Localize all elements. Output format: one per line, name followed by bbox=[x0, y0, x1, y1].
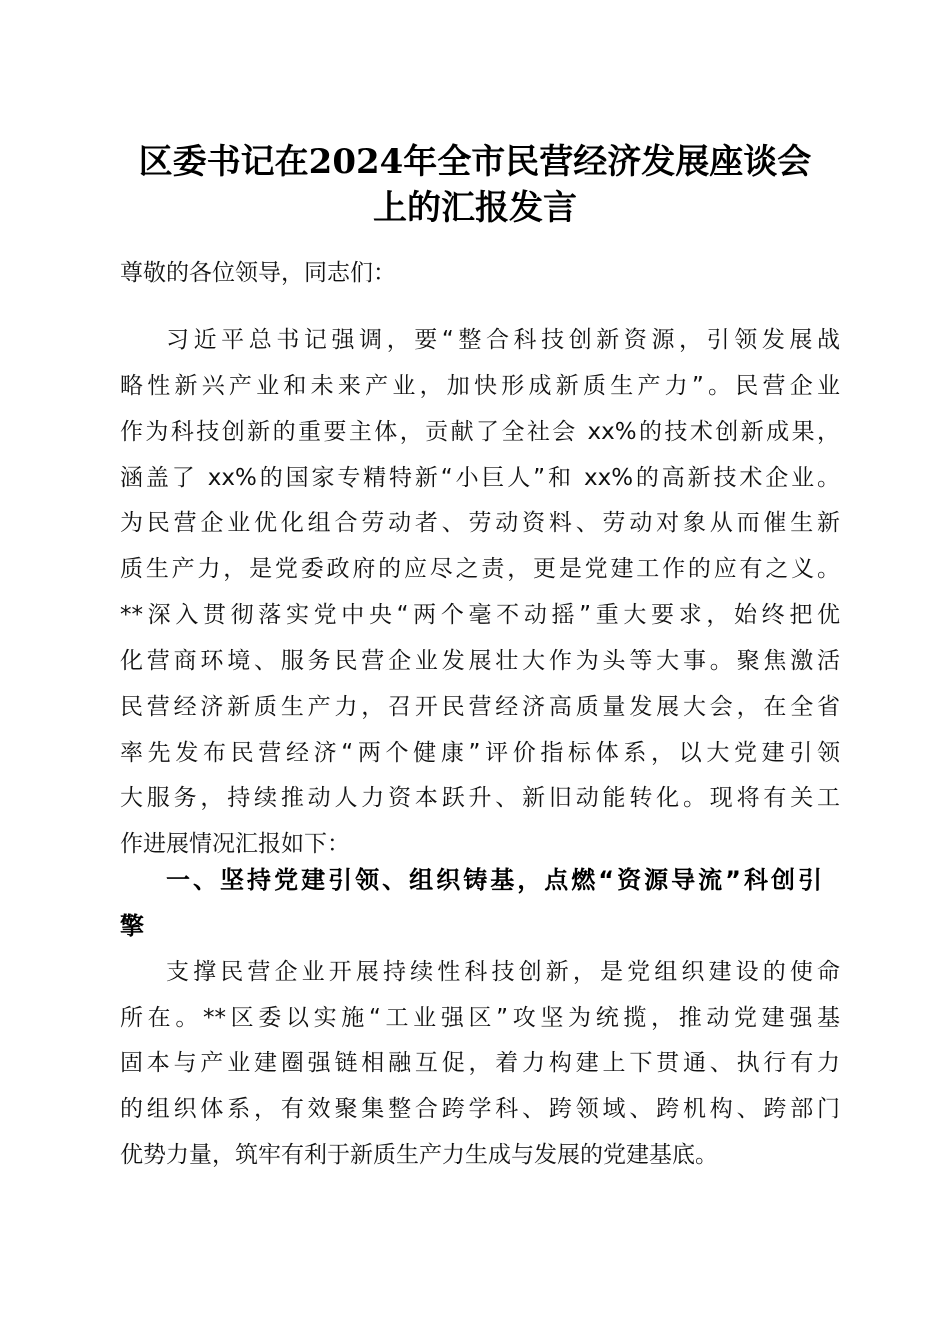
section-1-para-line-3: 固本与产业建圈强链相融互促，着力构建上下贯通、执行有力 bbox=[120, 1050, 840, 1076]
intro-line-5: 为民营企业优化组合劳动者、劳动资料、劳动对象从而催生新 bbox=[120, 510, 840, 536]
intro-line-1: 习近平总书记强调，要“整合科技创新资源，引领发展战 bbox=[166, 327, 840, 353]
section-1-heading-line-2: 擎 bbox=[120, 912, 144, 940]
intro-line-12: 作进展情况汇报如下： bbox=[120, 831, 350, 857]
section-1-para-line-1: 支撑民营企业开展持续性科技创新，是党组织建设的使命 bbox=[166, 959, 840, 985]
section-1-para-line-4: 的组织体系，有效聚集整合跨学科、跨领域、跨机构、跨部门 bbox=[120, 1096, 840, 1122]
intro-line-11: 大服务，持续推动人力资本跃升、新旧动能转化。现将有关工 bbox=[120, 785, 840, 811]
section-1-para-line-5: 优势力量，筑牢有利于新质生产力生成与发展的党建基底。 bbox=[120, 1142, 718, 1168]
document-title-line-1: 区委书记在2024年全市民营经济发展座谈会 bbox=[138, 142, 812, 182]
salutation: 尊敬的各位领导，同志们： bbox=[120, 260, 396, 286]
intro-line-2: 略性新兴产业和未来产业，加快形成新质生产力”。民营企业 bbox=[120, 373, 840, 399]
intro-line-4: 涵盖了 xx%的国家专精特新“小巨人”和 xx%的高新技术企业。 bbox=[120, 465, 840, 491]
intro-line-9: 民营经济新质生产力，召开民营经济高质量发展大会，在全省 bbox=[120, 694, 840, 720]
intro-line-3: 作为科技创新的重要主体，贡献了全社会 xx%的技术创新成果， bbox=[120, 419, 840, 445]
intro-line-6: 质生产力，是党委政府的应尽之责，更是党建工作的应有之义。 bbox=[120, 556, 840, 582]
document-title-line-2: 上的汇报发言 bbox=[373, 188, 577, 228]
intro-line-10: 率先发布民营经济“两个健康”评价指标体系，以大党建引领 bbox=[120, 740, 840, 766]
section-1-heading-line-1: 一、坚持党建引领、组织铸基，点燃“资源导流”科创引 bbox=[166, 866, 822, 894]
intro-line-8: 化营商环境、服务民营企业发展壮大作为头等大事。聚焦激活 bbox=[120, 648, 840, 674]
section-1-para-line-2: 所在。**区委以实施“工业强区”攻坚为统揽，推动党建强基 bbox=[120, 1005, 840, 1031]
intro-line-7: **深入贯彻落实党中央“两个毫不动摇”重大要求，始终把优 bbox=[120, 602, 840, 628]
